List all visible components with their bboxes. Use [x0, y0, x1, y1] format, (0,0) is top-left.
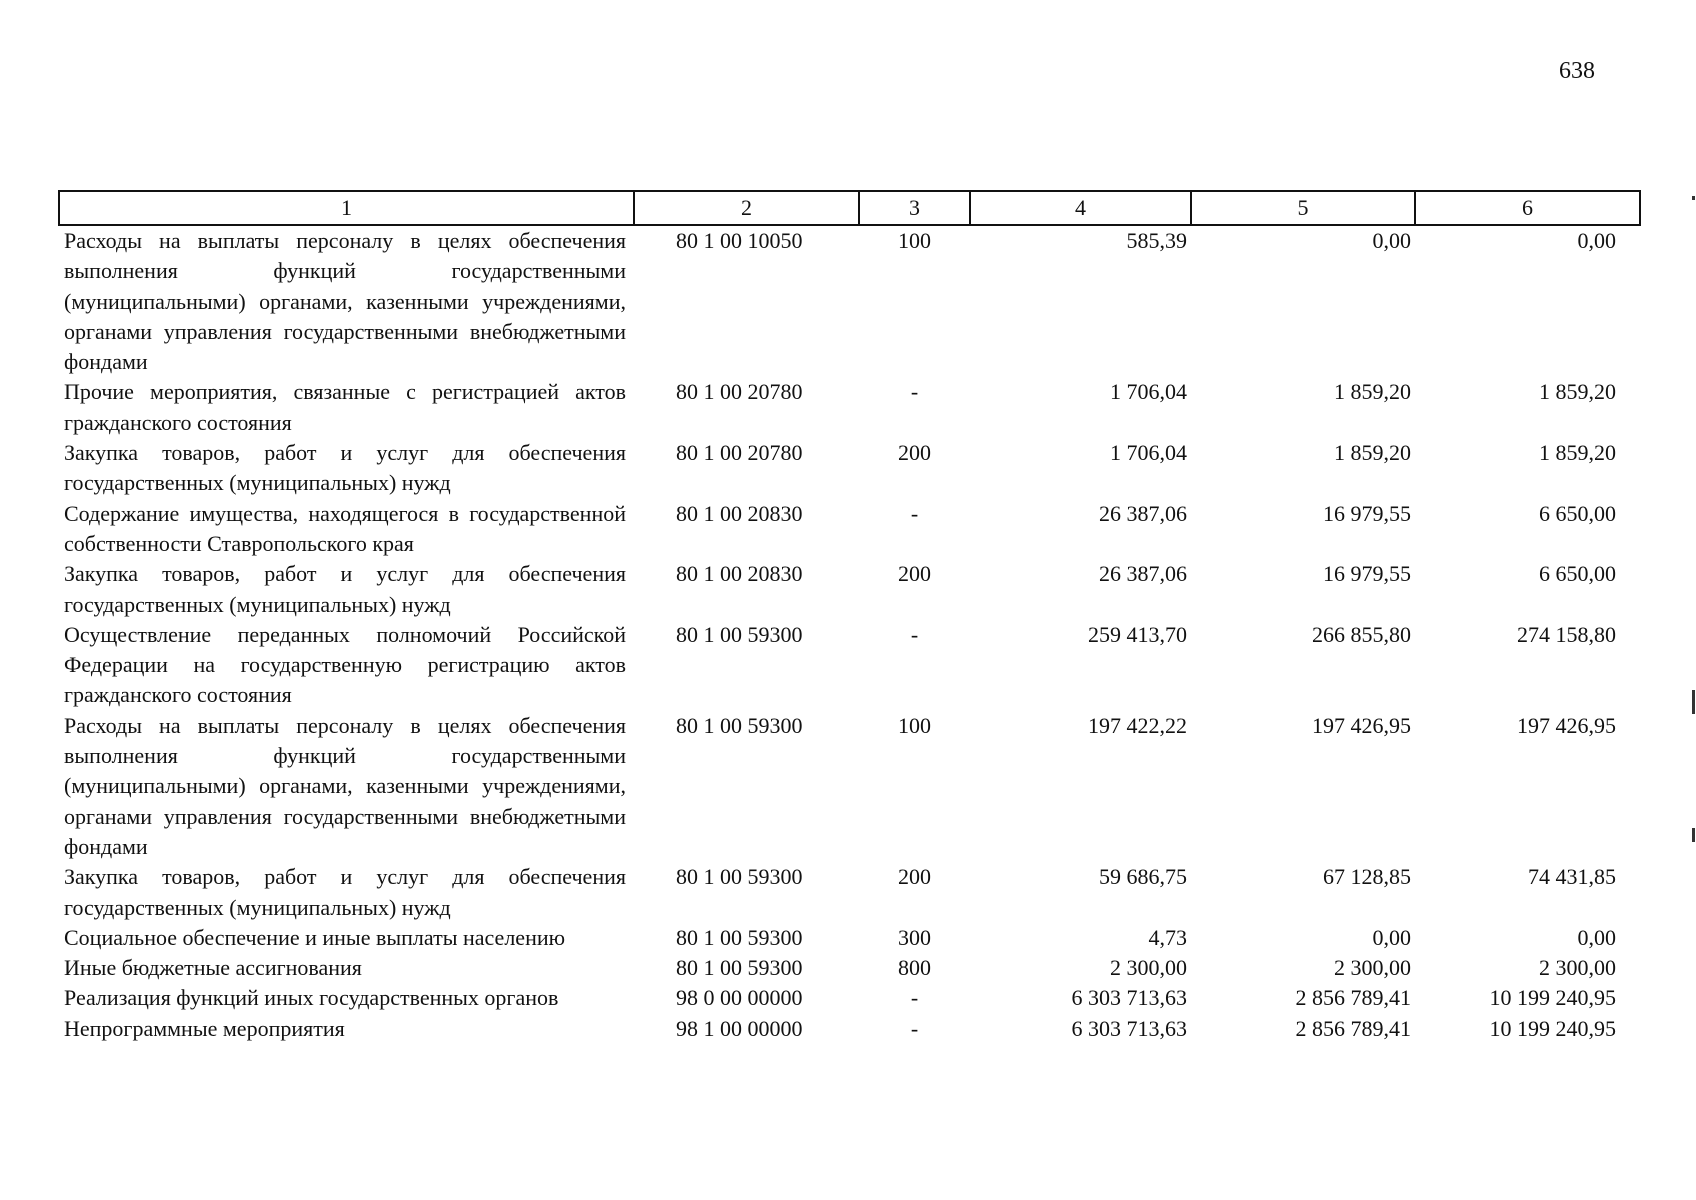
row-name: Закупка товаров, работ и услуг для обеспечения государственных (муниципальных) нужд — [64, 440, 626, 496]
row-value-6: 197 426,95 — [1517, 712, 1616, 738]
row-value-4: 6 303 713,63 — [1071, 1015, 1187, 1041]
table-row — [59, 983, 1640, 1013]
column-header-4: 4 — [970, 191, 1191, 225]
row-name: Осуществление переданных полномочий Российской Федерации на государственную регистрацию актов гражданского состояния — [64, 621, 626, 708]
row-expense-type: 100 — [898, 712, 931, 738]
row-value-6: 6 650,00 — [1539, 500, 1616, 526]
scan-edge-mark — [1692, 690, 1695, 714]
row-code: 80 1 00 20780 — [676, 379, 803, 405]
row-name: Прочие мероприятия, связанные с регистрацией актов гражданского состояния — [64, 379, 626, 435]
column-header-3: 3 — [859, 191, 970, 225]
table-row — [59, 377, 1640, 438]
table-row — [59, 438, 1640, 499]
table-row — [59, 862, 1640, 923]
table-header-row — [59, 191, 1640, 225]
scan-edge-mark — [1692, 196, 1695, 200]
row-value-5: 197 426,95 — [1312, 712, 1411, 738]
table-row — [59, 711, 1640, 862]
row-value-5: 266 855,80 — [1312, 621, 1411, 647]
row-expense-type: 200 — [898, 864, 931, 890]
row-value-6: 1 859,20 — [1539, 440, 1616, 466]
column-header-1: 1 — [59, 191, 634, 225]
table-row — [59, 1014, 1640, 1044]
row-code: 80 1 00 20830 — [676, 500, 803, 526]
row-name: Расходы на выплаты персоналу в целях обеспечения выполнения функций государственными (муниципальными) органами, казенными учреждениями, органами управления государственными внебюджетными фондами — [64, 228, 626, 375]
row-name: Непрограммные мероприятия — [64, 1015, 345, 1041]
row-name: Содержание имущества, находящегося в государственной собственности Ставропольского края — [64, 500, 626, 556]
row-code: 80 1 00 59300 — [676, 621, 803, 647]
row-value-4: 59 686,75 — [1099, 864, 1187, 890]
row-expense-type: 200 — [898, 440, 931, 466]
row-value-6: 0,00 — [1577, 924, 1616, 950]
row-value-4: 585,39 — [1126, 228, 1187, 253]
row-code: 98 1 00 00000 — [676, 1015, 803, 1041]
column-header-6: 6 — [1415, 191, 1640, 225]
table-row — [59, 499, 1640, 560]
row-value-4: 1 706,04 — [1110, 440, 1187, 466]
row-value-4: 197 422,22 — [1088, 712, 1187, 738]
row-value-5: 2 856 789,41 — [1295, 1015, 1411, 1041]
row-expense-type: - — [910, 621, 919, 647]
row-value-5: 67 128,85 — [1323, 864, 1411, 890]
budget-table — [58, 190, 1641, 1044]
row-value-6: 1 859,20 — [1539, 379, 1616, 405]
table-row — [59, 559, 1640, 620]
row-expense-type: - — [910, 500, 919, 526]
row-value-6: 6 650,00 — [1539, 561, 1616, 587]
row-code: 80 1 00 20780 — [676, 440, 803, 466]
row-value-6: 74 431,85 — [1528, 864, 1616, 890]
row-name: Закупка товаров, работ и услуг для обеспечения государственных (муниципальных) нужд — [64, 561, 626, 617]
row-expense-type: - — [910, 1015, 919, 1041]
row-code: 80 1 00 20830 — [676, 561, 803, 587]
row-value-6: 10 199 240,95 — [1489, 1015, 1616, 1041]
row-value-6: 0,00 — [1577, 228, 1616, 253]
row-value-6: 274 158,80 — [1517, 621, 1616, 647]
row-value-4: 6 303 713,63 — [1071, 985, 1187, 1011]
row-value-4: 26 387,06 — [1099, 500, 1187, 526]
row-value-5: 0,00 — [1372, 228, 1411, 253]
row-value-5: 1 859,20 — [1334, 440, 1411, 466]
row-value-5: 1 859,20 — [1334, 379, 1411, 405]
row-name: Реализация функций иных государственных органов — [64, 985, 559, 1011]
column-header-5: 5 — [1191, 191, 1415, 225]
row-code: 80 1 00 59300 — [676, 955, 803, 981]
row-expense-type: 800 — [898, 955, 931, 981]
row-expense-type: 100 — [898, 228, 931, 253]
row-value-6: 10 199 240,95 — [1489, 985, 1616, 1011]
row-value-5: 2 856 789,41 — [1295, 985, 1411, 1011]
row-expense-type: 200 — [898, 561, 931, 587]
row-name: Закупка товаров, работ и услуг для обеспечения государственных (муниципальных) нужд — [64, 864, 626, 920]
row-name: Иные бюджетные ассигнования — [64, 955, 362, 981]
row-code: 80 1 00 59300 — [676, 864, 803, 890]
row-expense-type: 300 — [898, 924, 931, 950]
row-value-4: 2 300,00 — [1110, 955, 1187, 981]
table-row — [59, 953, 1640, 983]
table-row — [59, 620, 1640, 711]
row-value-4: 4,73 — [1148, 924, 1187, 950]
row-value-4: 259 413,70 — [1088, 621, 1187, 647]
row-code: 80 1 00 59300 — [676, 924, 803, 950]
table-row — [59, 225, 1640, 377]
row-value-5: 16 979,55 — [1323, 561, 1411, 587]
row-value-5: 16 979,55 — [1323, 500, 1411, 526]
row-name: Социальное обеспечение и иные выплаты населению — [64, 924, 566, 950]
row-expense-type: - — [910, 379, 919, 405]
row-value-4: 1 706,04 — [1110, 379, 1187, 405]
row-code: 98 0 00 00000 — [676, 985, 803, 1011]
row-value-5: 2 300,00 — [1334, 955, 1411, 981]
page-number: 638 — [1559, 58, 1595, 84]
column-header-2: 2 — [634, 191, 859, 225]
row-value-6: 2 300,00 — [1539, 955, 1616, 981]
scan-edge-mark — [1692, 828, 1695, 842]
row-value-4: 26 387,06 — [1099, 561, 1187, 587]
row-name: Расходы на выплаты персоналу в целях обеспечения выполнения функций государственными (муниципальными) органами, казенными учреждениями, органами управления государственными внебюджетными фондами — [64, 712, 626, 859]
row-code: 80 1 00 10050 — [676, 228, 803, 253]
table-row — [59, 923, 1640, 953]
row-expense-type: - — [910, 985, 919, 1011]
row-code: 80 1 00 59300 — [676, 712, 803, 738]
row-value-5: 0,00 — [1372, 924, 1411, 950]
